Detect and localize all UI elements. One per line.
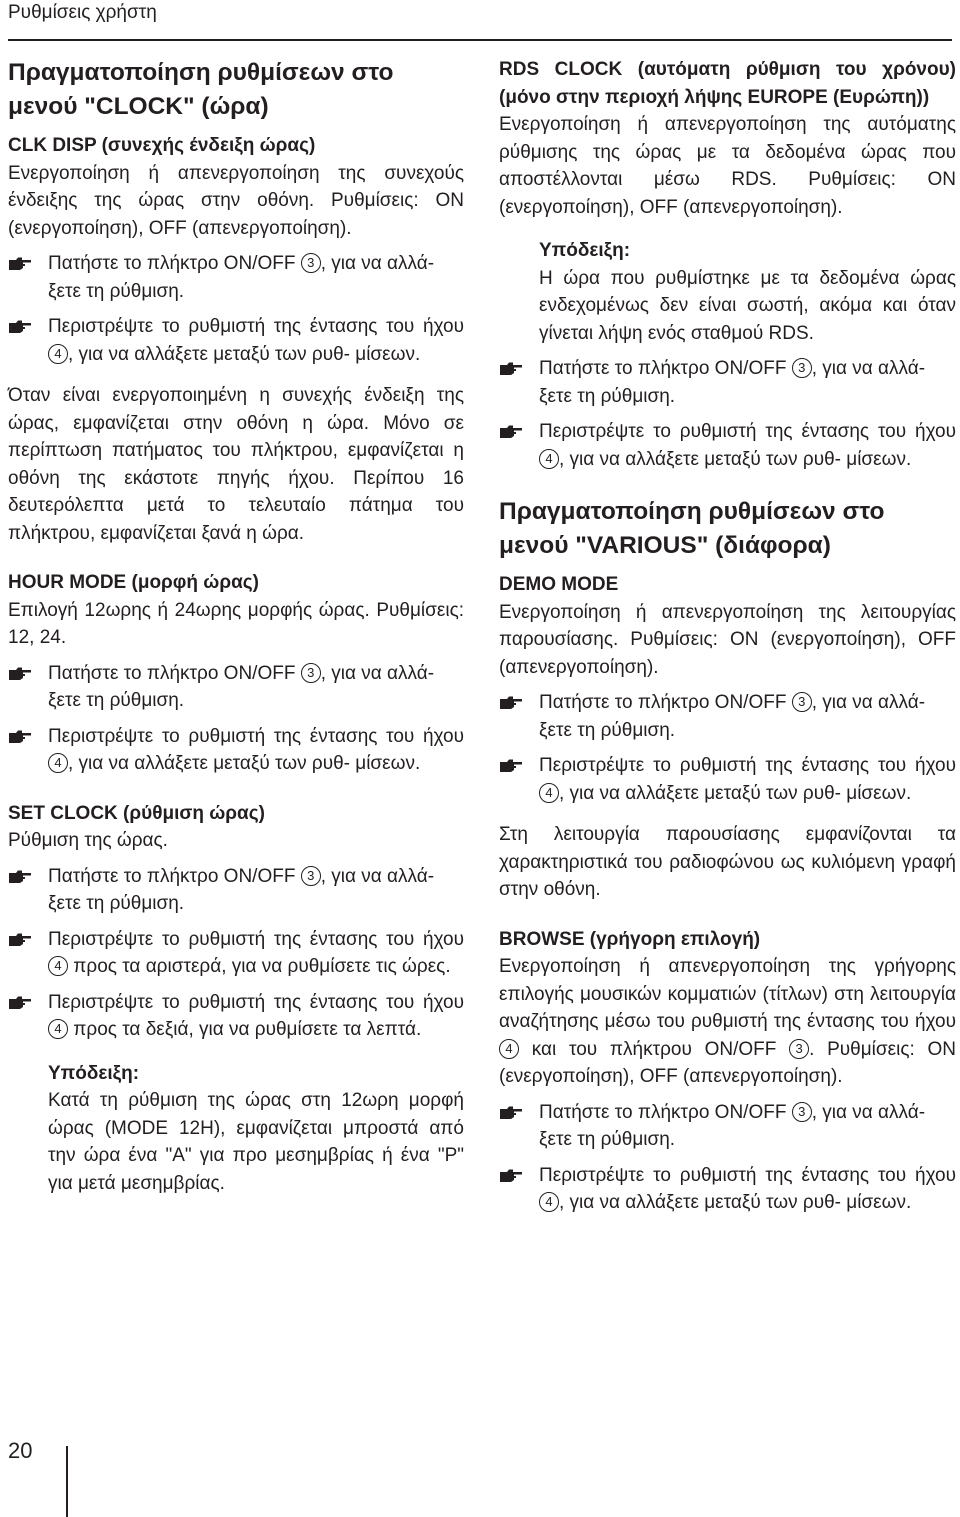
rds-clock-description: Ενεργοποίηση ή απενεργοποίηση της αυτόματης ρύθμισης της ώρας με τα δεδομένα ώρας που αποστέλλονται μέσω RDS. Ρυθμίσεις: ON (ενεργοποίηση), OFF (απενεργοποίηση). — [499, 114, 956, 218]
key-3-icon: 3 — [792, 692, 812, 712]
pointing-hand-icon — [499, 424, 523, 439]
key-4-icon: 4 — [48, 344, 68, 364]
instruction-turn-volume: Περιστρέψτε το ρυθμιστή της έντασης του ήχου 4 , για να αλλάξετε μεταξύ των ρυθ- μίσεων. — [8, 313, 464, 368]
clk-disp-info: Όταν είναι ενεργοποιημένη η συνεχής ένδειξη της ώρας, εμφανίζεται στην οθόνη η ώρα. Μόνο σε περίπτωση πατήματος του πλήκτρου, εμφανίζεται η οθόνη της εκάστοτε πηγής ήχου. Περίπου 16 δευτερόλεπτα μετά το τελευταίο πάτημα του πλήκτρου, εμφανίζεται ξανά η ώρα. — [8, 385, 464, 544]
left-column — [8, 56, 464, 1197]
instruction-press-onoff: Πατήστε το πλήκτρο ON/OFF 3 , για να αλλά- ξετε τη ρύθμιση. — [8, 863, 464, 918]
key-3-icon: 3 — [792, 1102, 812, 1122]
key-4-icon: 4 — [539, 783, 559, 803]
key-4-icon: 4 — [539, 1192, 559, 1212]
instruction-press-onoff: Πατήστε το πλήκτρο ON/OFF 3 , για να αλλά- ξετε τη ρύθμιση. — [8, 660, 464, 715]
key-4-icon: 4 — [48, 1019, 68, 1039]
pointing-hand-icon — [8, 319, 32, 334]
instruction-press-onoff: Πατήστε το πλήκτρο ON/OFF 3 , για να αλλά- ξετε τη ρύθμιση. — [499, 1099, 956, 1154]
demo-mode-info: Στη λειτουργία παρουσίασης εμφανίζονται τα χαρακτηριστικά του ραδιοφώνου ως κυλιόμενη γραφή στην οθόνη. — [499, 824, 956, 900]
key-3-icon: 3 — [792, 358, 812, 378]
key-3-icon: 3 — [301, 253, 321, 273]
pointing-hand-icon — [499, 758, 523, 773]
set-clock-heading: SET CLOCK (ρύθμιση ώρας) — [8, 802, 265, 824]
various-section-title: Πραγματοποίηση ρυθμίσεων στο μενού "VARIOUS" (διάφορα) — [499, 498, 885, 559]
key-3-icon: 3 — [789, 1039, 809, 1059]
instruction-turn-volume: Περιστρέψτε το ρυθμιστή της έντασης του ήχου 4 , για να αλλάξετε μεταξύ των ρυθ- μίσεων. — [8, 723, 464, 778]
key-4-icon: 4 — [499, 1039, 519, 1059]
pointing-hand-icon — [8, 256, 32, 271]
note-label: Υπόδειξη: — [539, 240, 631, 261]
page-header-title: Ρυθμίσεις χρήστη — [8, 2, 157, 23]
key-4-icon: 4 — [48, 753, 68, 773]
pointing-hand-icon — [8, 869, 32, 884]
instruction-press-onoff: Πατήστε το πλήκτρο ON/OFF 3 , για να αλλά- ξετε τη ρύθμιση. — [499, 689, 956, 744]
hour-mode-description: Επιλογή 12ωρης ή 24ωρης μορφής ώρας. Ρυθμίσεις: 12, 24. — [8, 599, 464, 648]
pointing-hand-icon — [499, 361, 523, 376]
pointing-hand-icon — [8, 666, 32, 681]
page-number-rule — [66, 1446, 68, 1517]
instruction-press-onoff: Πατήστε το πλήκτρο ON/OFF 3 , για να αλλά- ξετε τη ρύθμιση. — [499, 355, 956, 410]
rds-clock-heading: RDS CLOCK (αυτόματη ρύθμιση του χρόνου) (μόνο στην περιοχή λήψης EUROPE (Ευρώπη)) — [499, 59, 956, 108]
browse-heading: BROWSE (γρήγορη επιλογή) — [499, 928, 761, 950]
set-clock-description: Ρύθμιση της ώρας. — [8, 830, 168, 851]
header-rule — [8, 39, 952, 41]
instruction-turn-left: Περιστρέψτε το ρυθμιστή της έντασης του ήχου 4 προς τα αριστερά, για να ρυθμίσετε τις ώρες. — [8, 926, 464, 981]
clock-section-title: Πραγματοποίηση ρυθμίσεων στο μενού "CLOCK" (ώρα) — [8, 59, 394, 120]
clk-disp-description: Ενεργοποίηση ή απενεργοποίηση της συνεχούς ένδειξης της ώρας στην οθόνη. Ρυθμίσεις: ON (ενεργοποίηση), OFF (απενεργοποίηση). — [8, 162, 464, 239]
key-3-icon: 3 — [301, 663, 321, 683]
key-3-icon: 3 — [301, 866, 321, 886]
browse-description: Ενεργοποίηση ή απενεργοποίηση της γρήγορης επιλογής μουσικών κομματιών (τίτλων) στη λειτουργία αναζήτησης μέσω του ρυθμιστή της έντασης του ήχου 4 και του πλήκτρου ON/OFF 3 . Ρυθμίσεις: ON (ενεργοποίηση), OFF (απενεργοποίηση). — [499, 956, 956, 1087]
key-4-icon: 4 — [539, 449, 559, 469]
right-column — [499, 56, 956, 1217]
instruction-turn-right: Περιστρέψτε το ρυθμιστή της έντασης του ήχου 4 προς τα δεξιά, για να ρυθμίσετε τα λεπτά. — [8, 989, 464, 1044]
instruction-press-onoff: Πατήστε το πλήκτρο ON/OFF 3 , για να αλλά- ξετε τη ρύθμιση. — [8, 250, 464, 305]
key-4-icon: 4 — [48, 956, 68, 976]
pointing-hand-icon — [8, 995, 32, 1010]
pointing-hand-icon — [8, 932, 32, 947]
instruction-turn-volume: Περιστρέψτε το ρυθμιστή της έντασης του ήχου 4 , για να αλλάξετε μεταξύ των ρυθ- μίσεων. — [499, 1162, 956, 1217]
pointing-hand-icon — [499, 1105, 523, 1120]
clk-disp-heading: CLK DISP (συνεχής ένδειξη ώρας) — [8, 135, 316, 156]
pointing-hand-icon — [499, 695, 523, 710]
hour-mode-heading: HOUR MODE (μορφή ώρας) — [8, 572, 259, 593]
instruction-turn-volume: Περιστρέψτε το ρυθμιστή της έντασης του ήχου 4 , για να αλλάξετε μεταξύ των ρυθ- μίσεων. — [499, 418, 956, 473]
demo-mode-description: Ενεργοποίηση ή απενεργοποίηση της λειτουργίας παρουσίασης. Ρυθμίσεις: ON (ενεργοποίηση), OFF (απενεργοποίηση). — [499, 601, 956, 678]
page-number: 20 — [8, 1438, 33, 1463]
pointing-hand-icon — [8, 729, 32, 744]
note-label: Υπόδειξη: — [48, 1062, 140, 1084]
pointing-hand-icon — [499, 1168, 523, 1183]
set-clock-note: Κατά τη ρύθμιση της ώρας στη 12ωρη μορφή ώρας (MODE 12H), εμφανίζεται μπροστά από την ώρα ένα "A" για προ μεσημβρίας ή ένα "P" για μετά μεσημβρίας. — [48, 1090, 464, 1194]
demo-mode-heading: DEMO MODE — [499, 574, 619, 595]
instruction-turn-volume: Περιστρέψτε το ρυθμιστή της έντασης του ήχου 4 , για να αλλάξετε μεταξύ των ρυθ- μίσεων. — [499, 752, 956, 807]
rds-clock-note: Η ώρα που ρυθμίστηκε με τα δεδομένα ώρας ενδεχομένως δεν είναι σωστή, ακόμα και όταν γίνεται λήψη ενός σταθμού RDS. — [539, 267, 956, 344]
